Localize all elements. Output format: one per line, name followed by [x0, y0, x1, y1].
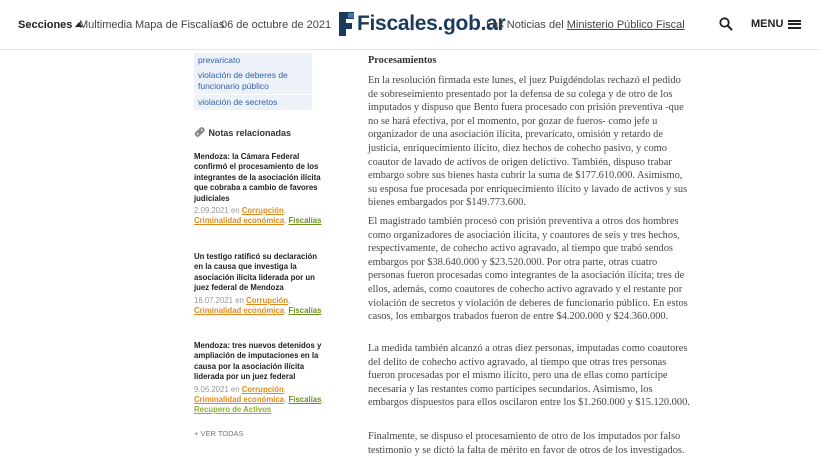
- note-date: 2.09.2021: [194, 206, 229, 216]
- tag-prevaricato[interactable]: prevaricato: [194, 53, 312, 68]
- ministerio-link[interactable]: Ministerio Público Fiscal: [566, 19, 685, 31]
- hamburger-icon: [788, 20, 801, 29]
- related-note-meta: 2.09.2021 en Corrupción, Criminalidad económica, Fiscalías: [194, 206, 322, 226]
- article-paragraph: La medida también alcanzó a otras diez personas, imputadas como coautores del delito de cohecho activo agravado, al tiempo que otras tres personas fueron procesadas por el mismo ilícito, pero una de ellas como partícipe necesaria y las restantes como partícipes secundarios. Asimismo, los embargos dispuestos para ellos oscilaron entre los $1.260.000 y $15.120.000.: [368, 343, 690, 409]
- logo-text: Fiscales: [357, 12, 438, 35]
- sections-menu-button[interactable]: [18, 19, 83, 31]
- related-note: [194, 252, 326, 316]
- category-link[interactable]: Criminalidad económica: [194, 305, 285, 315]
- mapa-fiscalias-link[interactable]: Mapa de Fiscalías: [135, 19, 225, 31]
- link-icon: 🔗︎: [194, 127, 206, 137]
- sections-label: Secciones: [18, 19, 73, 31]
- tag-violacion-secretos[interactable]: violación de secretos: [194, 95, 312, 110]
- article-paragraph: El magistrado también procesó con prisión preventiva a otros dos hombres como organizadores de asociación ilícita, y coautores de seis y tres hechos, respectivamente, de cohecho activo agravado, al tiempo que trabó sendos embargos por $38.640.000 y $23.520.000. Por otra parte, otras cuatro personas fueron procesadas como integrantes de la asociación ilícita; tres de ellos, además, como coautores de cohecho activo agravado y el restante por violación de secretos y violación de deberes de funcionario público. En estos casos, los embargos trabados fueron de entre $4.200.000 y $24.360.000.: [368, 216, 688, 323]
- article-paragraph: Finalmente, se dispuso el procesamiento de otro de los imputados por falso testimonio y se dictó la falta de mérito en favor de otros de los investigados.: [368, 431, 685, 456]
- logo-domain: .gob.ar: [437, 12, 506, 35]
- menu-button[interactable]: [751, 18, 801, 30]
- current-date: 06 de octubre de 2021: [221, 19, 332, 31]
- category-link[interactable]: Fiscalías: [288, 394, 322, 404]
- related-notes-title: Notas relacionadas: [208, 127, 291, 138]
- note-in: en: [230, 206, 240, 216]
- related-notes-heading: [194, 127, 291, 138]
- category-link[interactable]: Fiscalías: [288, 216, 322, 226]
- search-icon[interactable]: [718, 16, 734, 32]
- note-date: 16.07.2021: [194, 295, 234, 305]
- tagline: [486, 19, 685, 31]
- view-all-link[interactable]: + VER TODAS: [194, 429, 244, 438]
- related-note-meta: 16.07.2021 en Corrupción, Criminalidad económica, Fiscalías: [194, 295, 322, 315]
- related-note-title[interactable]: Mendoza: tres nuevos detenidos y ampliación de imputaciones en la causa por la asociación ilícita liderada por un juez federal: [194, 341, 322, 382]
- note-in: en: [230, 384, 240, 394]
- site-logo[interactable]: [339, 12, 505, 36]
- multimedia-link[interactable]: Multimedia: [79, 19, 133, 31]
- section-heading: Procesamientos: [368, 55, 437, 66]
- category-link[interactable]: Corrupción: [246, 295, 289, 305]
- category-link[interactable]: Corrupción: [241, 206, 284, 216]
- note-in: en: [235, 295, 244, 305]
- related-note-title[interactable]: Un testigo ratificó su declaración en la causa que investiga la asociación ilícita liderada por un juez federal de Mendoza: [194, 252, 318, 293]
- related-note: [194, 152, 326, 226]
- category-link[interactable]: Recupero de Activos: [194, 405, 272, 415]
- category-link[interactable]: Criminalidad económica: [194, 216, 285, 226]
- fiscales-logo-icon: [339, 12, 354, 36]
- related-note: [194, 341, 326, 415]
- note-date: 9.06.2021: [194, 384, 229, 394]
- article-paragraph: En la resolución firmada este lunes, el juez Puigdéndolas rechazó el pedido de sobreseimiento presentado por la defensa de su colega y de otro de los imputados y dispuso que Bento fuera procesado con prisión preventiva -que no se hará efectiva, por el momento, por gozar de fueros- como jefe u organizador de una asociación ilícita, prevaricato, omisión y retardo de justicia, enriquecimiento ilícito, diez hechos de cohecho pasivo, y como coautor de lavado de activos de origen delictivo. También, dispuso trabar embargo sobre sus bienes hasta cubrir la suma de $177.610.000. Asimismo, su esposa fue procesada por enriquecimiento ilícito y lavado de activos y sus bienes embargados por $149.773.600.: [368, 75, 688, 209]
- related-note-meta: 9.06.2021 en Corrupción, Criminalidad económica, Fiscalías, Recupero de Activos: [194, 384, 324, 415]
- menu-label: MENU: [751, 18, 784, 30]
- category-link[interactable]: Corrupción: [241, 384, 284, 394]
- site-header: [0, 0, 820, 50]
- category-link[interactable]: Fiscalías: [288, 305, 322, 315]
- tag-violacion-deberes[interactable]: violación de deberes de funcionario público: [194, 68, 312, 94]
- related-note-title[interactable]: Mendoza: la Cámara Federal confirmó el procesamiento de los integrantes de la asociación ilícita que cobraba a cambio de favores judiciales: [194, 152, 321, 203]
- tagline-prefix: Las Noticias del: [486, 19, 564, 31]
- category-link[interactable]: Criminalidad económica: [194, 394, 285, 404]
